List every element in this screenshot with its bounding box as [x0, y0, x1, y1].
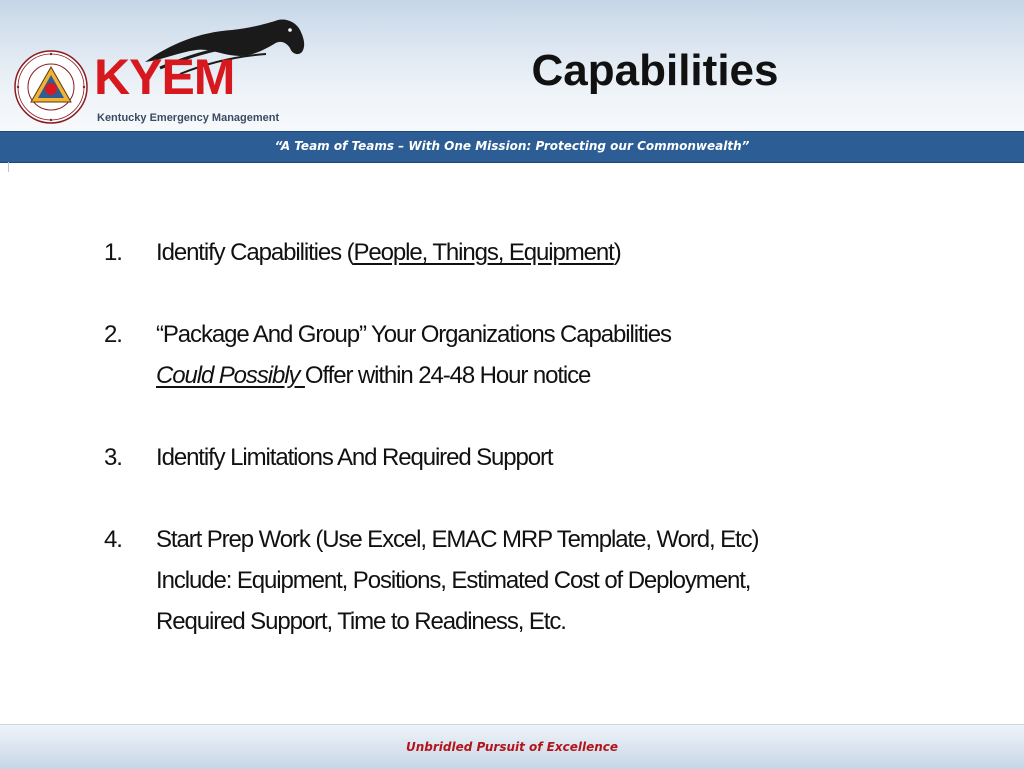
left-divider — [8, 162, 9, 172]
list-item-3 — [104, 437, 984, 478]
list-item-line: Required Support, Time to Readiness, Etc. — [156, 608, 566, 635]
list-item-text: Identify Capabilities ( — [156, 239, 354, 266]
list-item-line: “Package And Group” Your Organizations Capabilities — [156, 321, 671, 348]
capabilities-list — [104, 232, 984, 642]
list-item-4 — [104, 519, 984, 642]
kyem-logo-text: KYEM — [94, 49, 235, 105]
list-item-2 — [104, 314, 984, 396]
kyem-logo-subtitle: Kentucky Emergency Management — [97, 112, 280, 124]
tagline-bar — [0, 131, 1024, 163]
list-item-text-end: ) — [613, 239, 621, 266]
list-item-line: Identify Limitations And Required Support — [156, 444, 553, 471]
slide-header — [0, 0, 1024, 131]
list-item-line — [156, 355, 984, 396]
list-item-number: 2. — [104, 321, 122, 348]
list-item-line: Start Prep Work (Use Excel, EMAC MRP Template, Word, Etc) — [156, 526, 759, 553]
list-item-text: Offer within 24-48 Hour notice — [304, 362, 591, 389]
list-item-number: 1. — [104, 239, 122, 266]
kyem-seal-icon — [14, 50, 88, 124]
list-item-underlined-text: People, Things, Equipment — [353, 239, 614, 266]
list-item-emphasis: Could Possibly — [156, 362, 305, 389]
tagline-text: “A Team of Teams – With One Mission: Protecting our Commonwealth” — [274, 139, 750, 153]
footer-motto: Unbridled Pursuit of Excellence — [405, 740, 619, 754]
list-item-number: 3. — [104, 444, 122, 471]
list-item-line: Include: Equipment, Positions, Estimated Cost of Deployment, — [156, 567, 751, 594]
list-item-number: 4. — [104, 526, 122, 553]
list-item-1 — [104, 232, 984, 273]
slide-footer — [0, 724, 1024, 769]
slide-title: Capabilities — [531, 46, 779, 95]
